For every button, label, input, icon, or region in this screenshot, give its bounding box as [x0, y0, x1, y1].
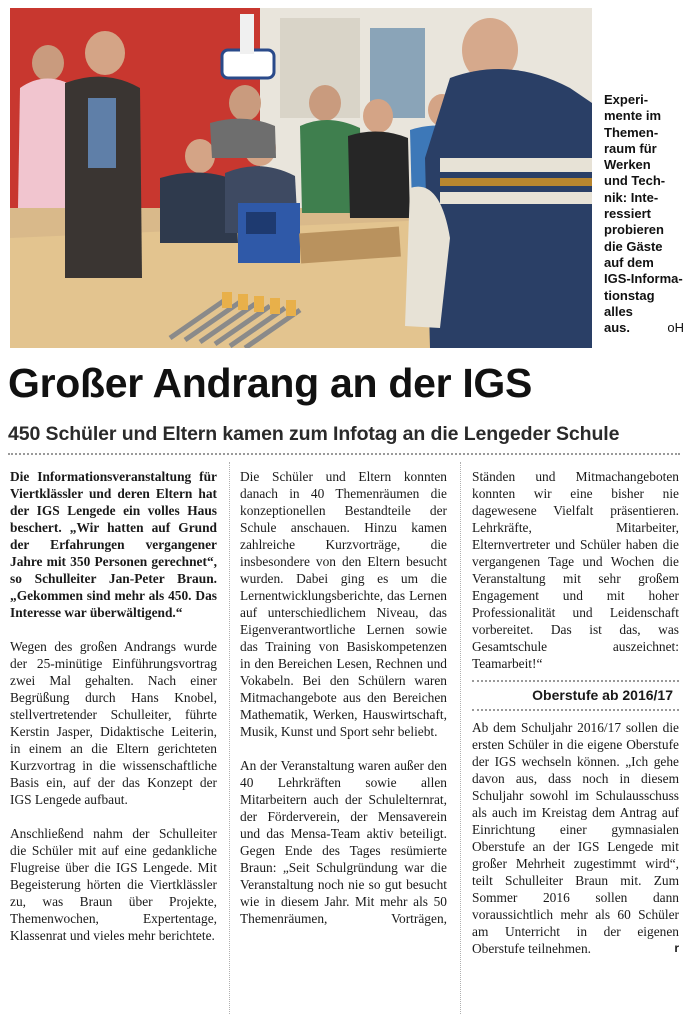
article-paragraph: An der Veranstaltung waren außer den 40 Lehrkräften sowie allen Mitarbeitern auch der Schulelternrat, der Förderverein, der Mensaverein und das Mensa-Team aktiv beteiligt. Gegen Ende des Tages resümierte Braun: „Seit Schulgründung war die Veranstaltung noch nie so gut besucht wie in diesem Jahr. Mit mehr als 50 Themenräumen, Vorträgen,	[240, 758, 447, 926]
caption-line: Themen-	[604, 124, 659, 140]
article-column-1	[10, 468, 217, 944]
caption-line: und Tech-	[604, 173, 666, 189]
article-subheadline: 450 Schüler und Eltern kamen zum Infotag an die Lengeder Schule	[8, 423, 620, 445]
section-subheading-block	[472, 680, 679, 711]
article-paragraph	[472, 719, 679, 957]
article-column-3	[472, 468, 679, 957]
article-lead: Die Informationsveranstaltung für Viertklässler und deren Eltern hat der IGS Lengede ein volles Haus beschert. „Wir hatten auf Grund der Erfahrungen vergangener Jahre mit 350 Personen gerechnet“, so Schulleiter Jan-Peter Braun. „Gekommen sind mehr als 450. Das Interesse war überwältigend.“	[10, 469, 217, 620]
caption-line: nik: Inte-	[604, 189, 659, 205]
caption-line: probieren	[604, 222, 664, 238]
column-divider	[229, 462, 230, 1014]
article-column-2	[240, 468, 447, 927]
column-divider	[460, 462, 461, 1014]
article-paragraph: Ständen und Mitmachangeboten konnten wir eine bisher nie dagewesene Vielfalt präsentieren. Lehrkräfte, Mitarbeiter, Elternvertreter und Schüler haben die vergangenen Tage und Wochen die Veranstaltung mit sehr großem Engagement und mit hoher Professionalität und Leidenschaft vorbereitet. Das ist das, was Gesamtschule auszeichnet: Teamarbeit!“	[472, 469, 679, 671]
photo-caption	[604, 92, 684, 336]
article-paragraph: Anschließend nahm der Schulleiter die Schüler mit auf eine gedankliche Flugreise über die IGS Lengede. Mit Begeisterung hörten die Viertklässler zu, was Braun über Projekte, Themenwochen, Expertentage, Klassenrat und vieles mehr berichtete.	[10, 826, 217, 943]
article-photo	[10, 8, 592, 348]
caption-line: raum für	[604, 140, 657, 156]
photo-illustration	[10, 8, 592, 348]
subheading-rule-bottom	[472, 709, 679, 711]
photo-credit: oH	[667, 320, 684, 336]
caption-line: mente im	[604, 108, 662, 124]
caption-line: auf dem	[604, 254, 654, 270]
headline-divider	[8, 453, 680, 455]
caption-line: ressiert	[604, 206, 651, 222]
caption-line: tionstag alles	[604, 287, 655, 319]
caption-line: Werken	[604, 157, 651, 173]
section-subheading: Oberstufe ab 2016/17	[532, 687, 673, 703]
caption-line: IGS-Informa-	[604, 271, 683, 287]
caption-line: Experi-	[604, 92, 649, 107]
subheading-rule-top	[472, 680, 679, 682]
article-paragraph: Die Schüler und Eltern konnten danach in 40 Themenräumen die konzeptionellen Bestandteile der Schule anschauen. Hinzu kamen zahlreiche Kurzvorträge, die insbesondere von den Eltern besucht wurden. Dabei ging es um die Lernentwicklungsberichte, das Lernen auf unterschiedlichem Niveau, das Eigenverantwortliche Lernen sowie das Training von Basiskompetenzen in den Bereichen Lesen, Rechnen und Vokabeln. Bei den Schülern waren Mitmachangebote aus den Bereichen Mathematik, Werken, Hauswirtschaft, Musik, Kunst und Sport sehr beliebt.	[240, 469, 447, 739]
caption-line-last: aus.	[604, 320, 631, 336]
article-paragraph-text: Ab dem Schuljahr 2016/17 sollen die ersten Schüler in die eigene Oberstufe der IGS wechseln können. „Ich gehe davon aus, dass noch in diesem Schuljahr sowohl im Schulausschuss als auch im Kreistag dem Antrag auf Einrichtung einer gymnasialen Oberstufe an der IGS Lengede mit großer Mehrheit zugestimmt wird“, teilt Schulleiter Braun mit. Zum Sommer 2016 sollen dann voraussichtlich mehr als 60 Schüler am Unterricht in der eigenen Oberstufe teilnehmen.	[472, 720, 679, 956]
article-paragraph: Wegen des großen Andrangs wurde der 25-minütige Einführungsvortrag zwei Mal gehalten. Nach einer Begrüßung durch Hans Knobel, stellvertretender Schulleiter, führte Kerstin Jasper, Didaktische Leiterin, in einem an die Eltern gerichteten Kurzvortrag in die wissenschaftliche Basis ein, auf der das Konzept der IGS Lengede aufbaut.	[10, 639, 217, 807]
article-headline: Großer Andrang an der IGS	[8, 360, 533, 406]
caption-line	[604, 320, 684, 336]
article-end-mark: r	[674, 941, 679, 955]
caption-line: die Gäste	[604, 238, 663, 254]
